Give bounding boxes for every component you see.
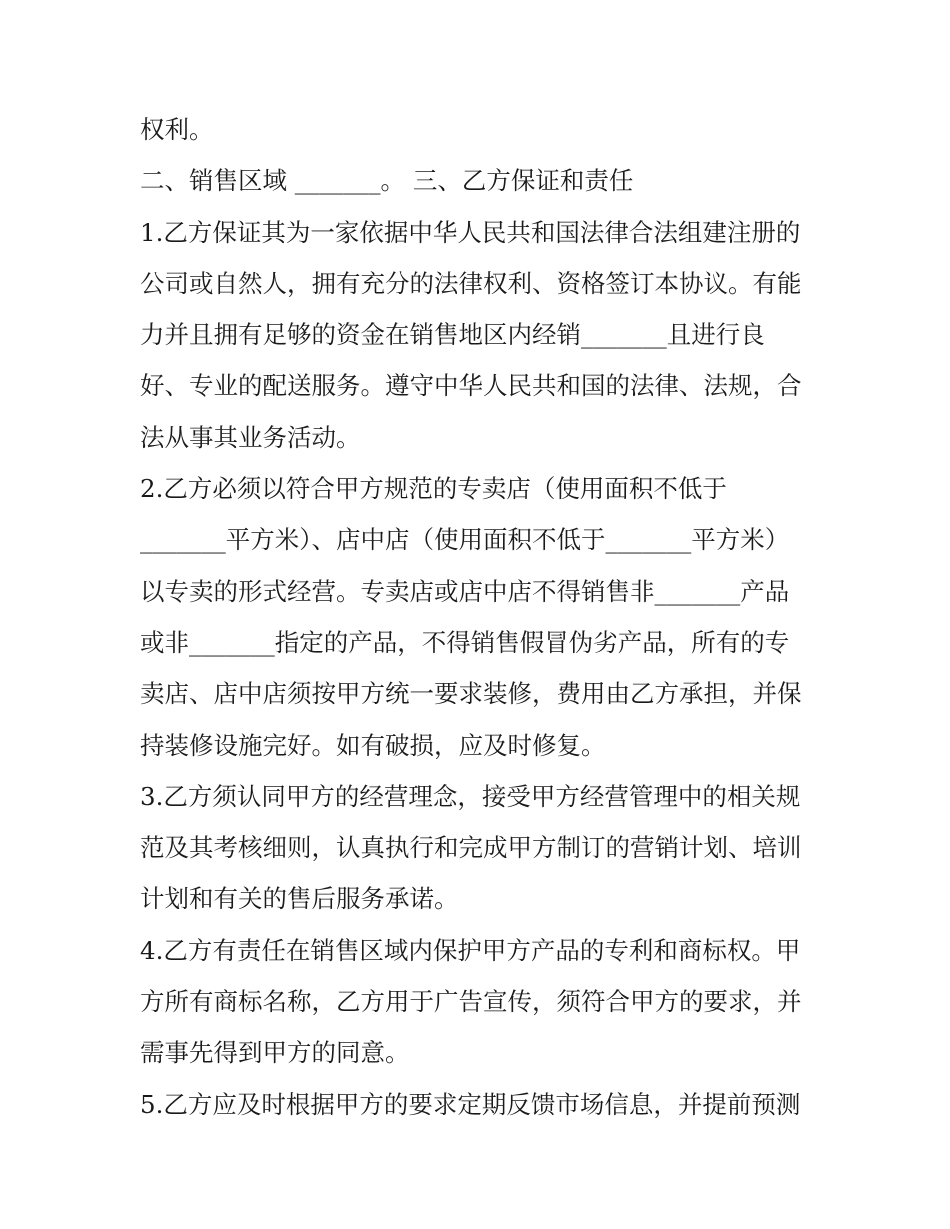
text-line: 以专卖的形式经营。专卖店或店中店不得销售非_______产品: [140, 576, 790, 606]
text-line: 卖店、店中店须按甲方统一要求装修，费用由乙方承担，并保: [140, 679, 802, 709]
text-line: 范及其考核细则，认真执行和完成甲方制订的营销计划、培训: [140, 833, 802, 863]
text-line: _______平方米）、店中店（使用面积不低于_______平方米）: [140, 525, 790, 555]
text-line: 1.乙方保证其为一家依据中华人民共和国法律合法组建注册的: [140, 217, 801, 247]
text-line: 计划和有关的售后服务承诺。: [140, 884, 459, 914]
text-line: 权利。: [140, 115, 214, 144]
text-line: 4.乙方有责任在销售区域内保护甲方产品的专利和商标权。甲: [140, 935, 801, 965]
contract-text: [140, 104, 820, 1130]
text-line: 法从事其业务活动。: [140, 422, 361, 452]
text-line: 好、专业的配送服务。遵守中华人民共和国的法律、法规，合: [140, 371, 802, 401]
text-line: 需事先得到甲方的同意。: [140, 1038, 410, 1068]
text-line: 或非_______指定的产品，不得销售假冒伪劣产品，所有的专: [140, 627, 790, 657]
text-line: 二、销售区域 _______。 三、乙方保证和责任: [140, 166, 634, 196]
text-line: 3.乙方须认同甲方的经营理念，接受甲方经营管理中的相关规: [140, 781, 801, 811]
text-line: 公司或自然人，拥有充分的法律权利、资格签订本协议。有能: [140, 268, 802, 298]
text-line: 5.乙方应及时根据甲方的要求定期反馈市场信息，并提前预测: [140, 1089, 801, 1119]
text-line: 2.乙方必须以符合甲方规范的专卖店（使用面积不低于: [140, 474, 727, 504]
text-line: 力并且拥有足够的资金在销售地区内经销_______且进行良: [140, 320, 765, 350]
text-line: 持装修设施完好。如有破损，应及时修复。: [140, 730, 606, 760]
text-line: 方所有商标名称，乙方用于广告宣传，须符合甲方的要求，并: [140, 987, 802, 1017]
